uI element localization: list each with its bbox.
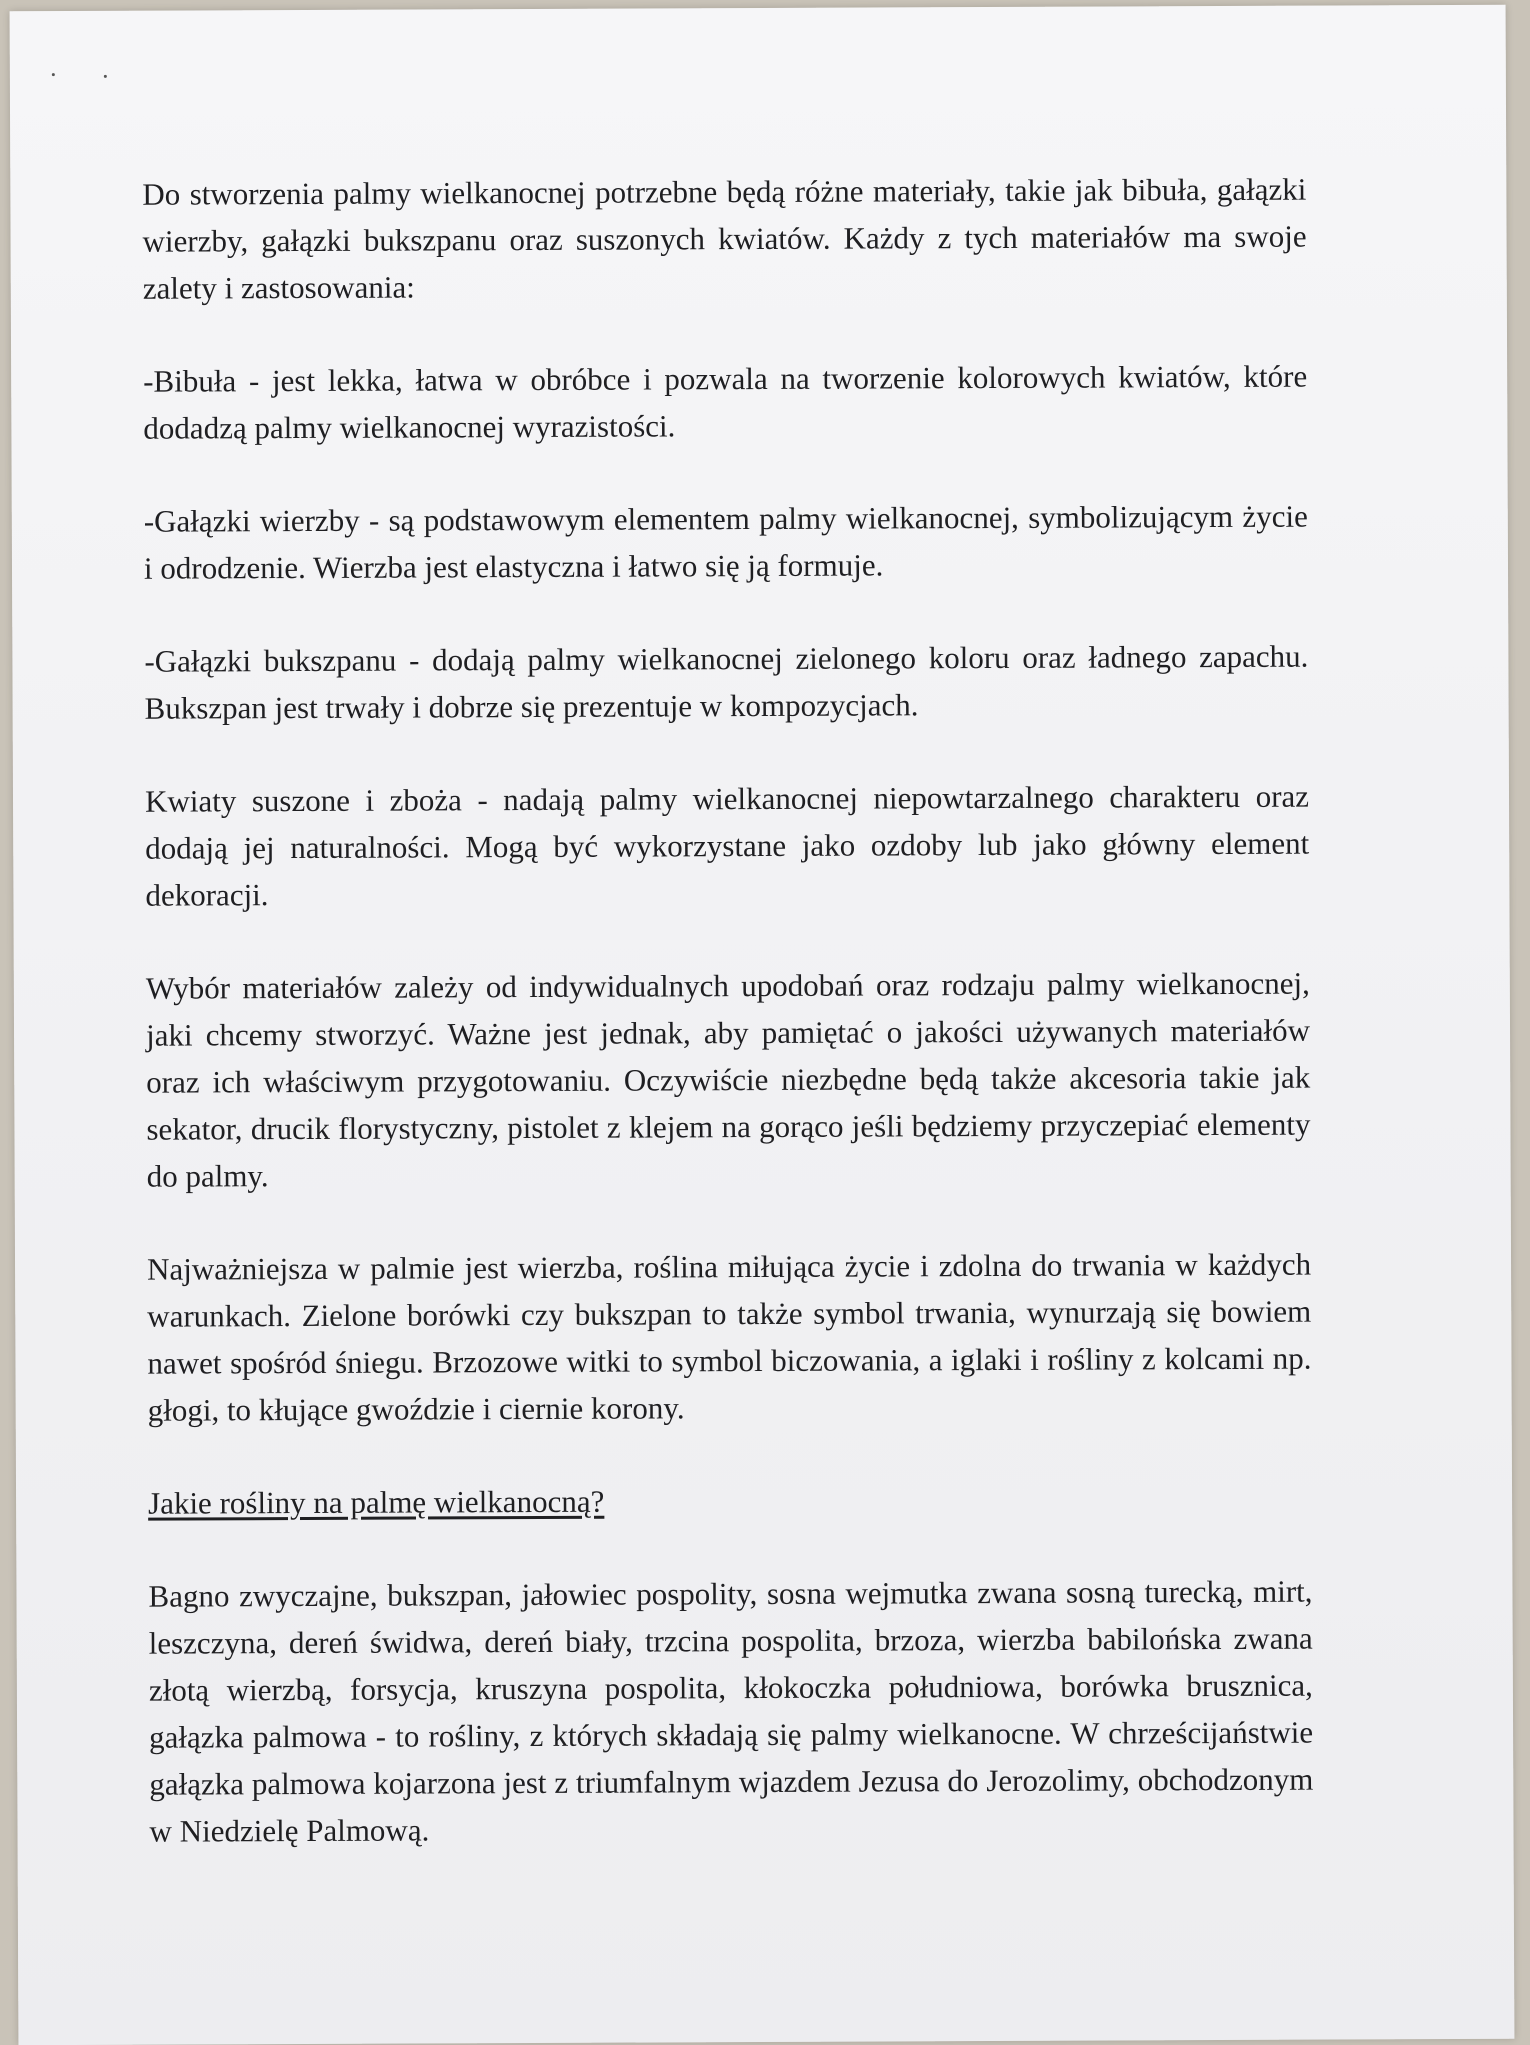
paper-speck <box>104 75 107 78</box>
paragraph-bibula: -Bibuła - jest lekka, łatwa w obróbce i pozwala na tworzenie kolorowych kwiatów, które dodadzą palmy wielkanocnej wyrazistości. <box>143 358 1308 446</box>
paper-speck <box>52 73 55 76</box>
paragraph-wierzba: -Gałązki wierzby - są podstawowym elementem palmy wielkanocnej, symbolizującym życie i odrodzenie. Wierzba jest elastyczna i łatwo się ją formuje. <box>143 498 1308 586</box>
paragraph-kwiaty: Kwiaty suszone i zboża - nadają palmy wielkanocnej niepowtarzalnego charakteru oraz dodają jej naturalności. Mogą być wykorzystane jako ozdoby lub jako główny element dekoracji. <box>144 778 1310 913</box>
document-body <box>142 166 1314 1901</box>
paragraph-wybor: Wybór materiałów zależy od indywidualnych upodobań oraz rodzaju palmy wielkanocnej, jaki chcemy stworzyć. Ważne jest jednak, aby pamiętać o jakości używanych materiałów oraz ich właściwym przygotowaniu. Oczywiście niezbędne będą także akcesoria takie jak sekator, drucik florystyczny, pistolet z klejem na gorąco jeśli będziemy przyczepiać elementy do palmy. <box>145 965 1311 1194</box>
paragraph-intro: Do stworzenia palmy wielkanocnej potrzebne będą różne materiały, takie jak bibuła, gałązki wierzby, gałązki bukszpanu oraz suszonych kwiatów. Każdy z tych materiałów ma swoje zalety i zastosowania: <box>142 171 1307 306</box>
paper-sheet <box>10 5 1515 2045</box>
paragraph-rosliny: Bagno zwyczajne, bukszpan, jałowiec pospolity, sosna wejmutka zwana sosną turecką, mirt, leszczyna, dereń świdwa, dereń biały, trzcina pospolita, brzoza, wierzba babilońska zwana złotą wierzbą, forsycja, kruszyna pospolita, kłokoczka południowa, borówka brusznica, gałązka palmowa - to rośliny, z których składają się palmy wielkanocne. W chrześcijaństwie gałązka palmowa kojarzona jest z triumfalnym wjazdem Jezusa do Jerozolimy, obchodzonym w Niedzielę Palmową. <box>148 1573 1314 1849</box>
paragraph-bukszpan: -Gałązki bukszpanu - dodają palmy wielkanocnej zielonego koloru oraz ładnego zapachu. Bukszpan jest trwały i dobrze się prezentuje w kompozycjach. <box>144 638 1309 726</box>
paragraph-najwazniejsza: Najważniejsza w palmie jest wierzba, roślina miłująca życie i zdolna do trwania w każdych warunkach. Zielone borówki czy bukszpan to także symbol trwania, wynurzają się bowiem nawet spośród śniegu. Brzozowe witki to symbol biczowania, a iglaki i rośliny z kolcami np. głogi, to kłujące gwoździe i ciernie korony. <box>146 1246 1312 1428</box>
section-heading: Jakie rośliny na palmę wielkanocną? <box>148 1483 605 1521</box>
